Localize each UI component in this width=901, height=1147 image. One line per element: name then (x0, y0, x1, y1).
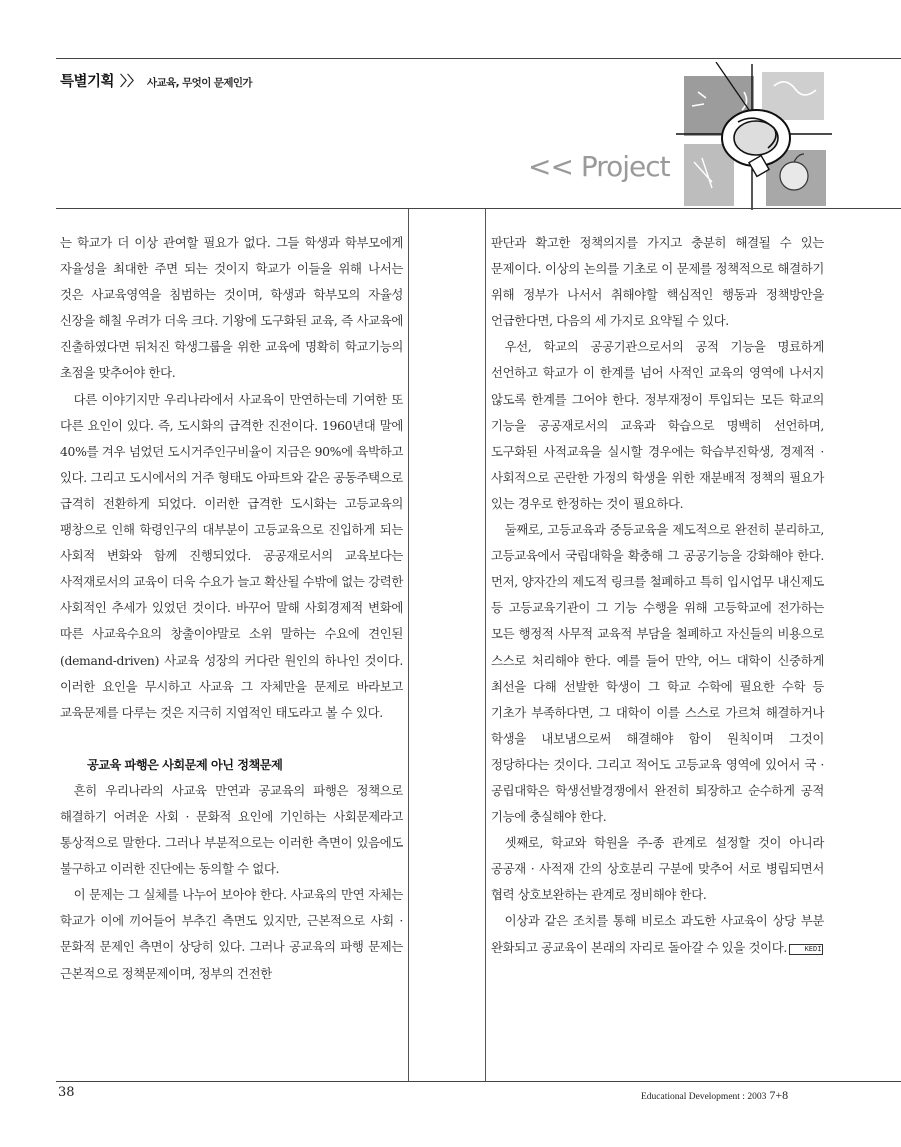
paragraph (491, 908, 824, 960)
footer-rule (56, 1081, 901, 1082)
section-header (60, 70, 252, 91)
issue-number: 7+8 (769, 1088, 789, 1102)
paragraph: 다른 이야기지만 우리나라에서 사교육이 만연하는데 기여한 또 다른 요인이 있다. 즉, 도시화의 급격한 진전이다. 1960년대 말에 40%를 겨우 넘었던 도시거주인구비율이 지금은 90%에 육박하고 있다. 그리고 도시에서의 거주 형태도 아파트와 같은 공동주택으로 급격히 전환하게 되었다. 이러한 급격한 도시화는 고등교육의 팽창으로 인해 학령인구의 대부분이 고등교육으로 진입하게 되는 사회적 변화와 함께 진행되었다. 공공재로서의 교육보다는 사적재로서의 교육이 더욱 수요가 늘고 확산될 수밖에 없는 강력한 사회적인 추세가 있었던 것이다. 바꾸어 말해 사회경제적 변화에 따른 사교육수요의 창출이야말로 소위 말하는 수요에 견인된 (demand-driven) 사교육 성장의 커다란 원인의 하나인 것이다. 이러한 요인을 무시하고 사교육 그 자체만을 문제로 바라보고 교육문제를 다루는 것은 지극히 지엽적인 태도라고 볼 수 있다. (60, 391, 403, 720)
header-bottom-rule (56, 208, 901, 209)
paragraph: 이 문제는 그 실체를 나누어 보아야 한다. 사교육의 만연 자체는 학교가 이에 끼어들어 부추긴 측면도 있지만, 근본적으로 사회 · 문화적 문제인 측면이 상당히 있다. 그러나 공교육의 파행 문제는 근본적으로 정책문제이며, 정부의 건전한 (60, 887, 403, 981)
subheading: 공교육 파행은 사회문제 아닌 정책문제 (87, 757, 283, 772)
paragraph: 판단과 확고한 정책의지를 가지고 충분히 해결될 수 있는 문제이다. 이상의 논의를 기초로 이 문제를 정책적으로 해결하기 위해 정부가 나서서 취해야할 핵심적인 행동과 정책방안을 언급한다면, 다음의 세 가지로 요약될 수 있다. (491, 235, 824, 329)
spacer (60, 726, 403, 752)
section-arrows: 〉〉 (120, 74, 142, 90)
paragraph: 흔히 우리나라의 사교육 만연과 공교육의 파행은 정책으로 해결하기 어려운 사회 · 문화적 요인에 기인하는 사회문제라고 통상적으로 말한다. 그러나 부분적으로는 이러한 측면이 있음에도 불구하고 이러한 진단에는 동의할 수 없다. (60, 782, 403, 877)
paragraph: 는 학교가 더 이상 관여할 필요가 없다. 그들 학생과 학부모에게 자율성을 최대한 주면 되는 것이지 학교가 이들을 위해 나서는 것은 사교육영역을 침범하는 것이며, 학생과 학부모의 자율성 신장을 해칠 우려가 더욱 크다. 기왕에 도구화된 교육, 즉 사교육에 진출하였다면 뒤처진 학생그룹을 위한 교육에 명확히 학교기능의 초점을 맞추어야 한다. (60, 235, 403, 381)
journal-info (641, 1088, 788, 1103)
paragraph: 셋째로, 학교와 학원을 주-종 관계로 설정할 것이 아니라 공공재 · 사적재 간의 상호분리 구분에 맞추어 서로 병립되면서 협력 상호보완하는 관계로 정비해야 한다. (491, 835, 824, 903)
magnet-illustration (676, 62, 832, 210)
paragraph: 둘째로, 고등교육과 중등교육을 제도적으로 완전히 분리하고, 고등교육에서 국립대학을 확충해 그 공공기능을 강화해야 한다. 먼저, 양자간의 제도적 링크를 철폐하고 특히 입시업무 내신제도 등 고등교육기관이 그 기능 수행을 위해 고등학교에 전가하는 모든 행정적 사무적 교육적 부담을 철폐하고 자신들의 비용으로 스스로 처리해야 한다. 예를 들어 만약, 어느 대학이 신중하게 최선을 다해 선발한 학생이 그 학교 수학에 필요한 수학 등 기초가 부족하다면, 그 대학이 이를 스스로 가르쳐 해결하거나 학생을 내보냄으로써 해결해야 함이 원칙이며 그것이 정당하다는 것이다. 그리고 적어도 고등교육 영역에 있어서 국 · 공립대학은 학생선발경쟁에서 완전히 퇴장하고 순수하게 공적 기능에 충실해야 한다. (491, 522, 824, 825)
project-label: << Project (528, 150, 670, 183)
page-number: 38 (58, 1085, 75, 1100)
end-mark-logo: KEDI (789, 944, 823, 955)
paragraph: 우선, 학교의 공공기관으로서의 공적 기능을 명료하게 선언하고 학교가 이 한계를 넘어 사적인 교육의 영역에 나서지 않도록 한계를 그어야 한다. 정부재정이 투입되는 모든 학교의 기능을 공공재로서의 교육과 학습으로 명백히 선언하며, 도구화된 사적교육을 실시할 경우에는 학습부진학생, 경제적 · 사회적으로 곤란한 가정의 학생을 위한 재분배적 정책의 필요가 있는 경우로 한정하는 것이 필요하다. (491, 339, 824, 511)
section-title: 특별기획 (60, 74, 115, 90)
column-divider (408, 209, 409, 1081)
left-column (60, 230, 403, 987)
journal-name: Educational Development : 2003 (641, 1092, 767, 1102)
column-divider (485, 209, 486, 1081)
section-subtitle: 사교육, 무엇이 문제인가 (147, 77, 252, 89)
header-top-rule (56, 58, 901, 59)
closing-text: 이상과 같은 조치를 통해 비로소 과도한 사교육이 상당 부분 완화되고 공교육이 본래의 자리로 돌아갈 수 있을 것이다. (491, 913, 824, 955)
right-column (491, 230, 824, 961)
